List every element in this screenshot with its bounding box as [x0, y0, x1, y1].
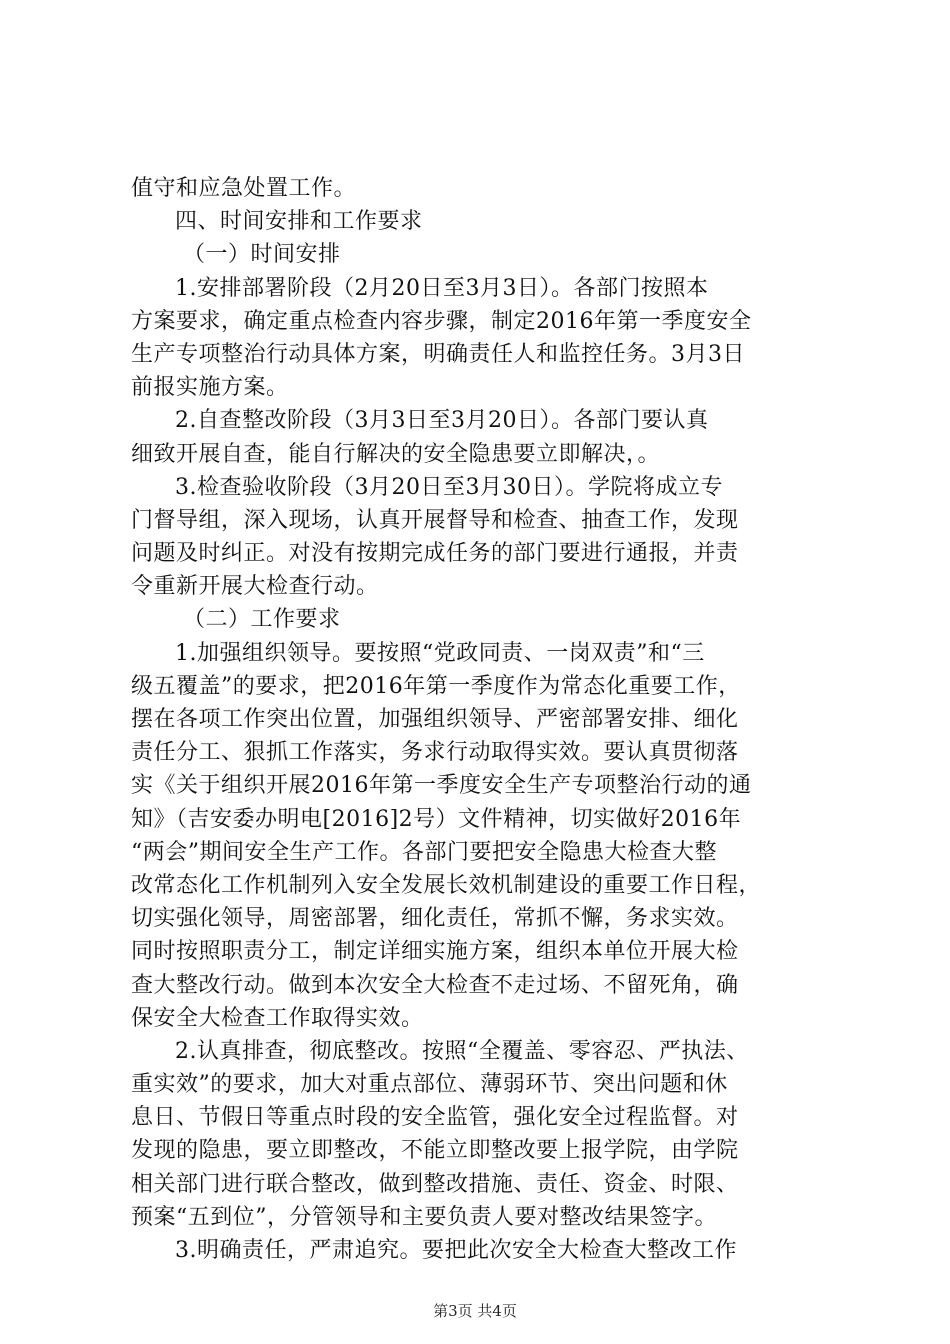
text-line: 四、时间安排和工作要求: [175, 209, 423, 235]
text-line: 相关部门进行联合整改，做到整改措施、责任、资金、时限、: [131, 1171, 739, 1197]
text-line: 发现的隐患，要立即整改，不能立即整改要上报学院，由学院: [131, 1138, 739, 1164]
text-line: 知》（吉安委办明电[2016]2号）文件精神，切实做好2016年: [131, 806, 742, 832]
text-line: 查大整改行动。做到本次安全大检查不走过场、不留死角，确: [131, 972, 739, 998]
text-line: 细致开展自查，能自行解决的安全隐患要立即解决，。: [131, 441, 661, 467]
text-line: 问题及时纠正。对没有按期完成任务的部门要进行通报，并责: [131, 541, 739, 567]
text-line: 同时按照职责分工，制定详细实施方案，组织本单位开展大检: [131, 939, 739, 965]
text-line: 门督导组，深入现场，认真开展督导和检查、抽查工作，发现: [131, 507, 739, 533]
document-body: [131, 172, 831, 1267]
text-line: 值守和应急处置工作。: [131, 176, 357, 201]
text-line: 前报实施方案。: [131, 375, 289, 401]
text-line: 切实强化领导，周密部署，细化责任，常抓不懈，务求实效。: [131, 906, 739, 932]
text-line: 令重新开展大检查行动。: [131, 574, 379, 600]
text-line: 保安全大检查工作取得实效。: [131, 1005, 424, 1031]
text-line: 生产专项整治行动具体方案，明确责任人和监控任务。3月3日: [131, 341, 745, 367]
text-line: 实《关于组织开展2016年第一季度安全生产专项整治行动的通: [131, 773, 752, 799]
text-line: 2.认真排查，彻底整改。按照“全覆盖、零容忍、严执法、: [175, 1038, 749, 1064]
text-line: 1.加强组织领导。要按照“党政同责、一岗双责”和“三: [175, 640, 705, 666]
text-line: 3.明确责任，严肃追究。要把此次安全大检查大整改工作: [175, 1238, 737, 1263]
page-footer: 第3页 共4页: [433, 1302, 517, 1320]
text-line: 摆在各项工作突出位置，加强组织领导、严密部署安排、细化: [131, 707, 739, 732]
text-line: 责任分工、狠抓工作落实，务求行动取得实效。要认真贯彻落: [131, 740, 739, 766]
text-line: 级五覆盖”的要求，把2016年第一季度作为常态化重要工作，: [131, 673, 741, 699]
text-line: “两会”期间安全生产工作。各部门要把安全隐患大检查大整: [131, 839, 717, 865]
text-line: （二）工作要求: [183, 607, 341, 633]
text-line: 方案要求，确定重点检查内容步骤，制定2016年第一季度安全: [131, 308, 752, 334]
text-line: （一）时间安排: [183, 242, 341, 268]
text-line: 1.安排部署阶段（2月20日至3月3日）。各部门按照本: [175, 275, 709, 301]
text-line: 息日、节假日等重点时段的安全监管，强化安全过程监督。对: [131, 1105, 739, 1131]
text-line: 改常态化工作机制列入安全发展长效机制建设的重要工作日程，: [131, 872, 762, 898]
text-line: 预案“五到位”，分管领导和主要负责人要对整改结果签字。: [131, 1204, 717, 1230]
text-line: 2.自查整改阶段（3月3日至3月20日）。各部门要认真: [175, 408, 709, 434]
text-line: 3.检查验收阶段（3月20日至3月30日）。学院将成立专: [175, 474, 723, 500]
text-line: 重实效”的要求，加大对重点部位、薄弱环节、突出问题和休: [131, 1072, 728, 1098]
